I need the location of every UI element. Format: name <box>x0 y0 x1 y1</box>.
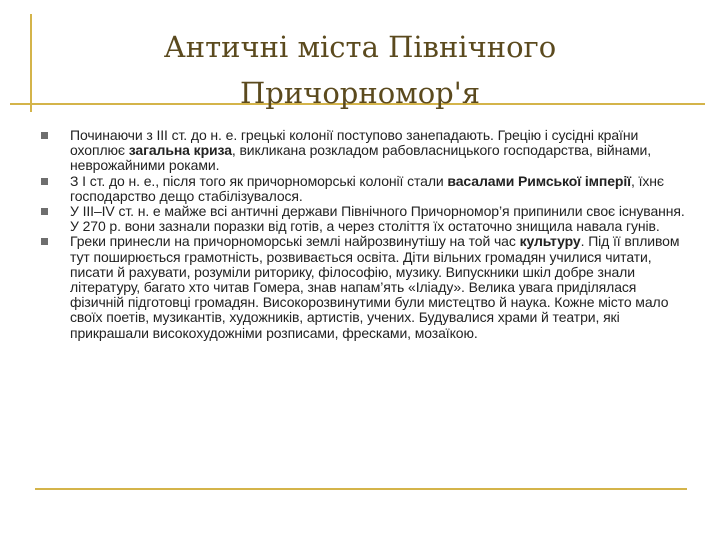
bullet-text: З І ст. до н. е., після того як причорноморські колонії стали <box>70 172 448 189</box>
bullet-text: , викликана розкладом рабовласницького господарства, війнами, неврожайними роками. <box>70 142 651 174</box>
square-bullet-icon <box>41 178 48 185</box>
bullet-text: Греки принесли на причорноморські землі найрозвинутішу на той час <box>70 233 520 250</box>
bullet-item-decline <box>38 204 688 234</box>
bullet-text: У ІІІ–ІV ст. н. е майже всі античні держави Північного Причорномор’я припинили своє існування. У 270 р. вони зазнали поразки від готів, а через століття їх остаточно знищила навала гунів. <box>70 203 685 235</box>
bullet-emphasis: загальна криза <box>128 142 232 159</box>
bullet-item-culture <box>38 234 688 340</box>
bullet-text: , їхнє господарство дещо стабілізувалося. <box>70 172 664 204</box>
slide-title-line-1: Античні міста Північного <box>163 30 557 64</box>
square-bullet-icon <box>41 238 48 245</box>
bullet-item-vassals <box>38 174 688 204</box>
decorative-bottom-rule <box>35 488 687 490</box>
slide-title <box>60 24 660 116</box>
decorative-vertical-line <box>30 14 32 112</box>
bullet-item-crisis <box>38 128 688 174</box>
bullet-text: . Під її впливом тут поширюється грамотність, розвивається освіта. Діти вільних громадян училися читати, писати й рахувати, розуміли риторику, філософію, музику. Випускники шкіл добре знали літературу, багато хто читав Гомера, знав напам’ять «Іліаду». Велика увага приділялася фізичній підготовці громадян. Високорозвинутими були мистецтво й наука. Кожне місто мало своїх поетів, музикантів, художників, артистів, учених. Будувалися храми й театри, які прикрашали високохудожніми розписами, фресками, мозаїкою. <box>70 233 680 341</box>
bullet-emphasis: культуру <box>519 233 581 250</box>
square-bullet-icon <box>41 208 48 215</box>
slide-title-line-2: Причорномор'я <box>239 76 480 110</box>
bullet-emphasis: васалами Римської імперії <box>447 172 631 189</box>
bullet-list <box>38 128 688 341</box>
square-bullet-icon <box>41 132 48 139</box>
bullet-text: Починаючи з ІІІ ст. до н. е. грецькі колонії поступово занепадають. Грецію і сусідні країни охоплює <box>70 127 639 159</box>
